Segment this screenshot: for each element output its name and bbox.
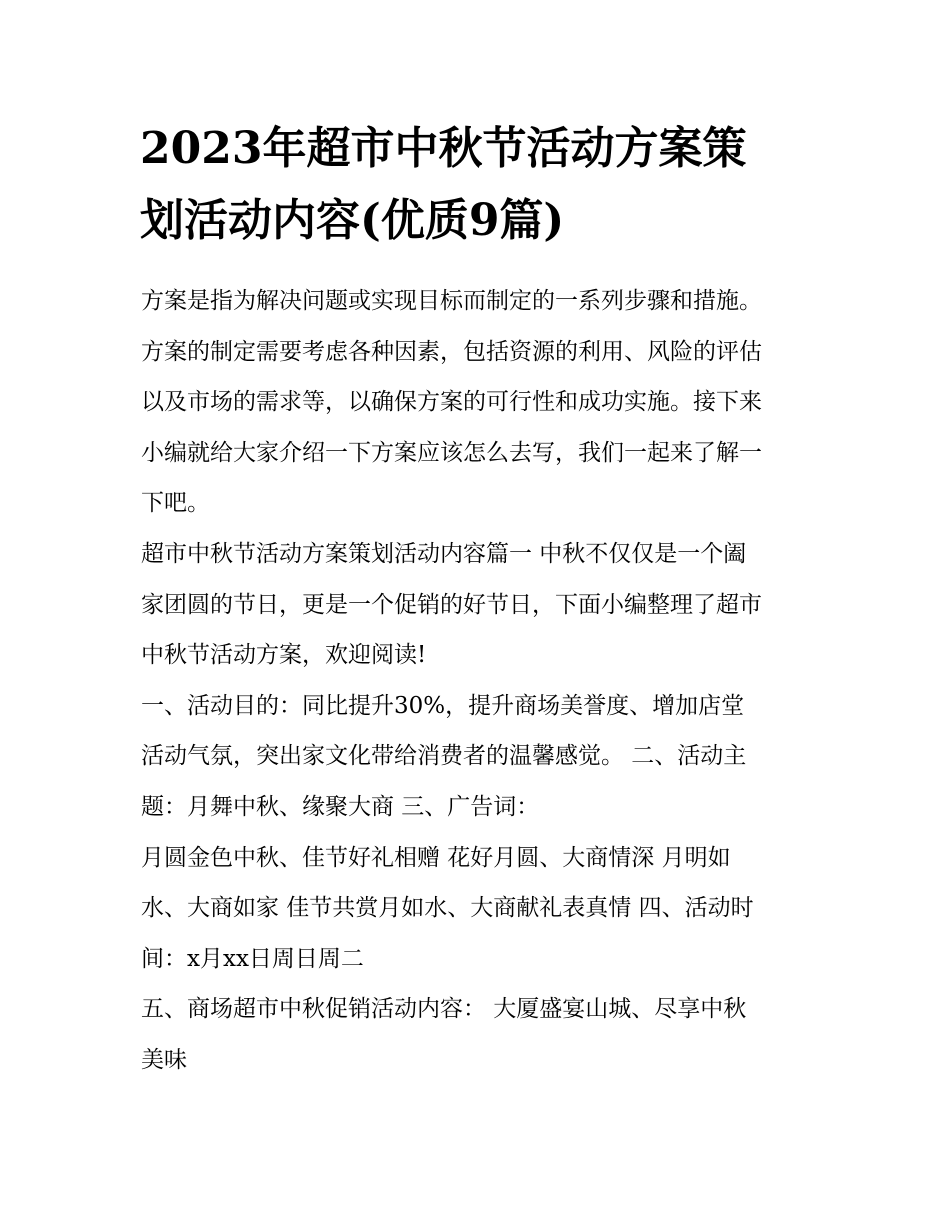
body-line: 下吧。: [141, 490, 210, 517]
title-line: 2023年超市中秋节活动方案策: [140, 123, 747, 174]
body-line: 以及市场的需求等，以确保方案的可行性和成功实施。接下来: [141, 389, 762, 416]
body-line: 方案的制定需要考虑各种因素，包括资源的利用、风险的评估: [141, 338, 762, 365]
title-line: 划活动内容(优质9篇): [140, 195, 565, 246]
body-line: 题：月舞中秋、缘聚大商 三、广告词：: [141, 793, 540, 820]
document-body: [141, 276, 831, 1086]
body-line: 小编就给大家介绍一下方案应该怎么去写，我们一起来了解一: [141, 439, 762, 466]
document-title: [140, 113, 820, 257]
body-line: 方案是指为解决问题或实现目标而制定的一系列步骤和措施。: [141, 288, 762, 314]
body-line: 中秋节活动方案，欢迎阅读!: [141, 642, 427, 669]
body-line: 超市中秋节活动方案策划活动内容篇一 中秋不仅仅是一个阖: [141, 540, 747, 567]
body-line: 五、商场超市中秋促销活动内容： 大厦盛宴山城、尽享中秋: [141, 996, 747, 1023]
body-line: 活动气氛，突出家文化带给消费者的温馨感觉。 二、活动主: [141, 743, 747, 770]
body-line: 月圆金色中秋、佳节好礼相赠 花好月圆、大商情深 月明如: [141, 844, 731, 871]
body-line: 美味: [141, 1046, 187, 1073]
body-line: 水、大商如家 佳节共赏月如水、大商献礼表真情 四、活动时: [141, 895, 754, 922]
body-line: 一、活动目的：同比提升30%，提升商场美誉度、增加店堂: [141, 692, 745, 719]
body-line: 家团圆的节日，更是一个促销的好节日，下面小编整理了超市: [141, 591, 762, 618]
body-line: 间：x月xx日周日周二: [141, 945, 364, 972]
